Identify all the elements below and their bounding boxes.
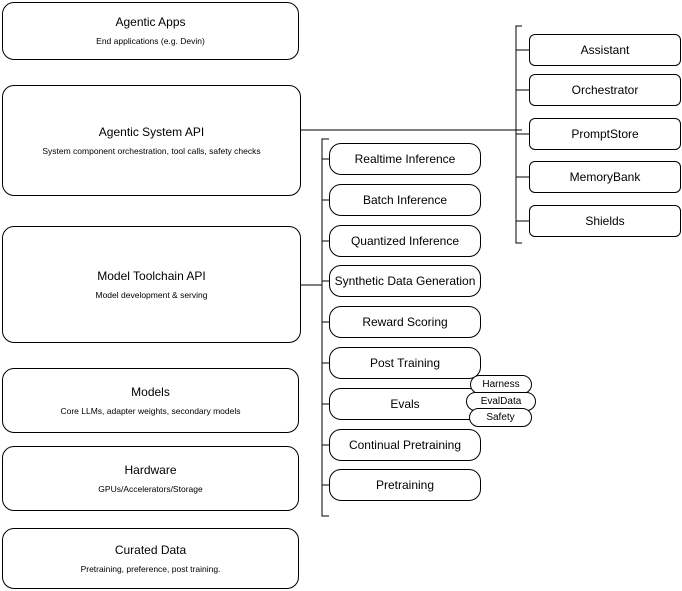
toolchain-component-label: Continual Pretraining bbox=[348, 437, 462, 452]
stack-layer-title: Hardware bbox=[124, 462, 177, 477]
stack-layer-title: Agentic Apps bbox=[115, 15, 186, 29]
agentic-component-label: MemoryBank bbox=[569, 169, 641, 184]
agentic-component-label: Assistant bbox=[580, 42, 630, 57]
toolchain-component-label: Synthetic Data Generation bbox=[334, 273, 476, 288]
agentic-component-label: Shields bbox=[585, 213, 625, 228]
toolchain-component-batch-inference[interactable] bbox=[329, 184, 481, 216]
agentic-component-orchestrator[interactable] bbox=[529, 74, 681, 106]
toolchain-component-continual-pretraining[interactable] bbox=[329, 429, 481, 461]
eval-pill-label: Harness bbox=[482, 378, 520, 390]
stack-layer-title: Curated Data bbox=[114, 542, 187, 557]
stack-layer-hardware[interactable] bbox=[2, 446, 299, 511]
toolchain-component-quantized-inference[interactable] bbox=[329, 225, 481, 257]
agentic-component-label: Orchestrator bbox=[571, 82, 639, 97]
toolchain-component-label: Post Training bbox=[369, 355, 441, 370]
stack-layer-title: Models bbox=[131, 384, 170, 399]
eval-pill-label: EvalData bbox=[480, 395, 522, 407]
agentic-component-promptstore[interactable] bbox=[529, 118, 681, 150]
stack-layer-subtitle: System component orchestration, tool calls, safety checks bbox=[42, 145, 261, 156]
toolchain-component-synthetic-data-generation[interactable] bbox=[329, 265, 481, 297]
stack-layer-models[interactable] bbox=[2, 368, 299, 433]
eval-pill-safety[interactable] bbox=[469, 408, 532, 427]
agentic-component-shields[interactable] bbox=[529, 205, 681, 237]
stack-layer-subtitle: GPUs/Accelerators/Storage bbox=[98, 483, 203, 494]
stack-layer-subtitle: Model development & serving bbox=[95, 289, 208, 300]
toolchain-component-post-training[interactable] bbox=[329, 347, 481, 379]
eval-pill-label: Safety bbox=[486, 411, 515, 423]
toolchain-component-reward-scoring[interactable] bbox=[329, 306, 481, 338]
stack-layer-agentic-apps[interactable] bbox=[2, 2, 299, 60]
toolchain-component-realtime-inference[interactable] bbox=[329, 143, 481, 175]
toolchain-component-label: Batch Inference bbox=[362, 192, 448, 207]
toolchain-component-label: Quantized Inference bbox=[350, 233, 460, 248]
toolchain-component-label: Evals bbox=[390, 396, 420, 411]
stack-layer-title: Model Toolchain API bbox=[97, 268, 206, 283]
toolchain-component-pretraining[interactable] bbox=[329, 469, 481, 501]
toolchain-component-evals[interactable] bbox=[329, 388, 481, 420]
stack-layer-curated-data[interactable] bbox=[2, 528, 299, 589]
stack-layer-subtitle: Pretraining, preference, post training. bbox=[80, 563, 221, 574]
agentic-component-assistant[interactable] bbox=[529, 34, 681, 66]
toolchain-component-label: Pretraining bbox=[375, 477, 435, 492]
toolchain-component-label: Realtime Inference bbox=[354, 151, 456, 166]
agentic-component-memorybank[interactable] bbox=[529, 161, 681, 193]
stack-layer-agentic-system-api[interactable] bbox=[2, 85, 301, 196]
stack-layer-subtitle: Core LLMs, adapter weights, secondary models bbox=[60, 405, 241, 416]
agentic-component-label: PromptStore bbox=[571, 126, 639, 141]
stack-layer-title: Agentic System API bbox=[98, 124, 205, 139]
toolchain-component-label: Reward Scoring bbox=[362, 314, 448, 329]
stack-layer-model-toolchain-api[interactable] bbox=[2, 226, 301, 343]
stack-layer-subtitle: End applications (e.g. Devin) bbox=[96, 36, 205, 46]
